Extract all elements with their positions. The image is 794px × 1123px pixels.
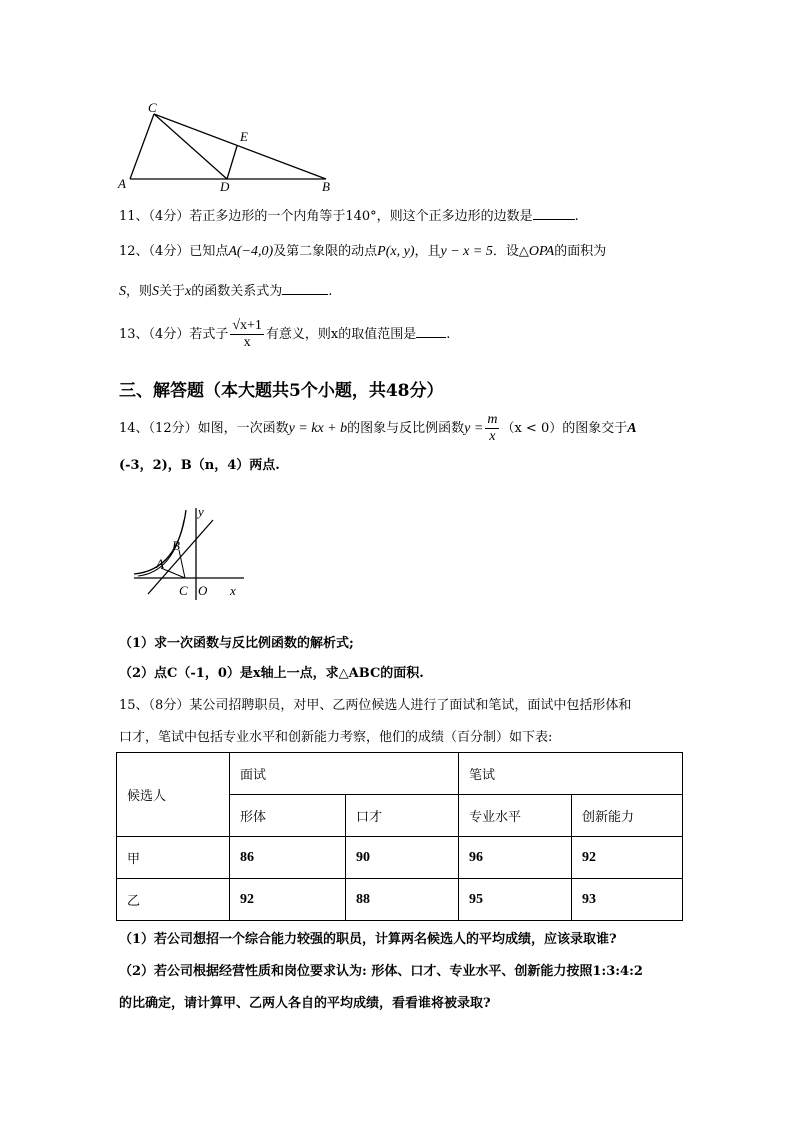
question-15-line2 (119, 728, 552, 748)
subheader-eloquence: 口才 (346, 795, 459, 837)
subheader-physique: 形体 (230, 795, 346, 837)
q14-part1: （1）求一次函数与反比例函数的解析式; (119, 636, 354, 651)
label-c: C (148, 100, 157, 115)
q13-denominator: x (243, 335, 251, 350)
score-cell: 92 (230, 879, 346, 921)
q12-mid2: ，且 (414, 244, 441, 259)
label-a: A (118, 176, 126, 191)
score-cell: 90 (346, 837, 459, 879)
q14-fraction (485, 412, 499, 445)
question-14 (119, 412, 637, 446)
label-e: E (240, 129, 248, 144)
q12-text-a: ，则 (126, 284, 153, 299)
label-b: B (322, 179, 330, 194)
subheader-innovation: 创新能力 (572, 795, 683, 837)
question-15-part2-line2 (119, 994, 491, 1014)
q15-part2-line2: 的比确定，请计算甲、乙两人各自的平均成绩，看看谁将被录取? (119, 996, 491, 1011)
q12-mid3: ．设△ (492, 244, 529, 259)
q12-answer-blank (282, 280, 328, 295)
segment-ca (130, 114, 154, 179)
q12-x: x (185, 284, 192, 299)
q14-y-eq: y = (464, 421, 484, 436)
q12-text-c: 的函数关系式为 (191, 284, 283, 299)
label-x: x (230, 583, 236, 598)
q14-cond: （x < 0）的图象交于 (501, 421, 628, 436)
score-cell: 95 (459, 879, 572, 921)
q12-mid1: 及第二象限的动点 (273, 244, 378, 259)
question-14-part1 (119, 634, 354, 654)
segment-ac (161, 568, 185, 578)
q12-triangle: OPA (528, 244, 555, 259)
label-d: D (220, 179, 230, 194)
q14-a: A (627, 421, 637, 436)
coordinate-graph (128, 502, 258, 602)
q13-fraction (230, 318, 264, 351)
segment-cb (154, 114, 326, 179)
q13-end: . (446, 327, 451, 342)
q12-end: . (328, 284, 333, 299)
row-name: 乙 (117, 879, 230, 921)
q14-frac-den: x (489, 429, 496, 444)
question-15-part1 (119, 930, 617, 950)
q13-prefix: 13、（4分）若式子 (119, 327, 229, 342)
label-c: C (179, 583, 188, 598)
table-row (117, 879, 683, 921)
question-15-line1 (119, 696, 631, 716)
question-11 (119, 205, 579, 227)
q13-answer-blank (416, 323, 446, 338)
question-12 (119, 242, 606, 262)
section-3-heading: 三、解答题（本大题共5个小题，共48分） (119, 381, 444, 401)
q14-prefix: 14、（12分）如图，一次函数 (119, 421, 289, 436)
q15-part2-line1: （2）若公司根据经营性质和岗位要求认为: 形体、口才、专业水平、创新能力按照1:3:4:2 (119, 964, 643, 979)
q12-prefix: 12、（4分）已知点 (119, 244, 229, 259)
segment-de (227, 146, 237, 179)
q14-line2: (-3，2)，B（n，4）两点. (119, 458, 280, 473)
q11-end: . (574, 209, 579, 224)
segment-cd (154, 114, 227, 179)
q13-numerator: √x+1 (232, 318, 262, 333)
q13-suffix: 有意义，则x的取值范围是 (265, 327, 417, 342)
q14-mid1: 的图象与反比例函数 (347, 421, 465, 436)
row-name: 甲 (117, 837, 230, 879)
score-cell: 88 (346, 879, 459, 921)
q15-line1: 15、（8分）某公司招聘职员，对甲、乙两位候选人进行了面试和笔试，面试中包括形体和 (119, 698, 632, 713)
question-12-line2 (119, 280, 332, 302)
q15-part1: （1）若公司想招一个综合能力较强的职员，计算两名候选人的平均成绩，应该录取谁? (119, 932, 617, 947)
q12-mid4: 的面积为 (554, 244, 607, 259)
question-15-part2-line1 (119, 962, 643, 982)
subheader-professional: 专业水平 (459, 795, 572, 837)
scores-table (116, 752, 683, 921)
label-a: A (156, 556, 164, 571)
q12-point-a: A(−4,0) (228, 244, 274, 259)
header-written: 笔试 (459, 753, 683, 795)
segment-bc (179, 550, 185, 578)
q12-s: S (119, 284, 126, 299)
header-interview: 面试 (230, 753, 459, 795)
q14-part2: （2）点C（-1，0）是x轴上一点，求△ABC的面积. (119, 666, 424, 681)
score-cell: 96 (459, 837, 572, 879)
q11-text: 11、（4分）若正多边形的一个内角等于140°，则这个正多边形的边数是 (119, 209, 533, 224)
question-14-part2 (119, 664, 424, 684)
q14-linear: y = kx + b (288, 421, 348, 436)
label-o: O (198, 583, 208, 598)
q12-equation: y − x = 5 (440, 244, 493, 259)
table-header-row (117, 753, 683, 795)
q12-point-p: P(x, y) (377, 244, 415, 259)
score-cell: 93 (572, 879, 683, 921)
score-cell: 86 (230, 837, 346, 879)
score-cell: 92 (572, 837, 683, 879)
q14-frac-num: m (487, 412, 498, 427)
question-13 (119, 318, 450, 352)
q12-text-b: 关于 (159, 284, 186, 299)
table-row (117, 837, 683, 879)
question-14-line2 (119, 456, 280, 476)
label-b: B (172, 538, 180, 553)
triangle-figure (110, 98, 350, 198)
q15-line2: 口才，笔试中包括专业水平和创新能力考察，他们的成绩（百分制）如下表: (119, 730, 553, 745)
q12-s2: S (152, 284, 160, 299)
header-candidate: 候选人 (117, 753, 230, 837)
q11-answer-blank (533, 205, 575, 220)
label-y: y (198, 504, 204, 519)
